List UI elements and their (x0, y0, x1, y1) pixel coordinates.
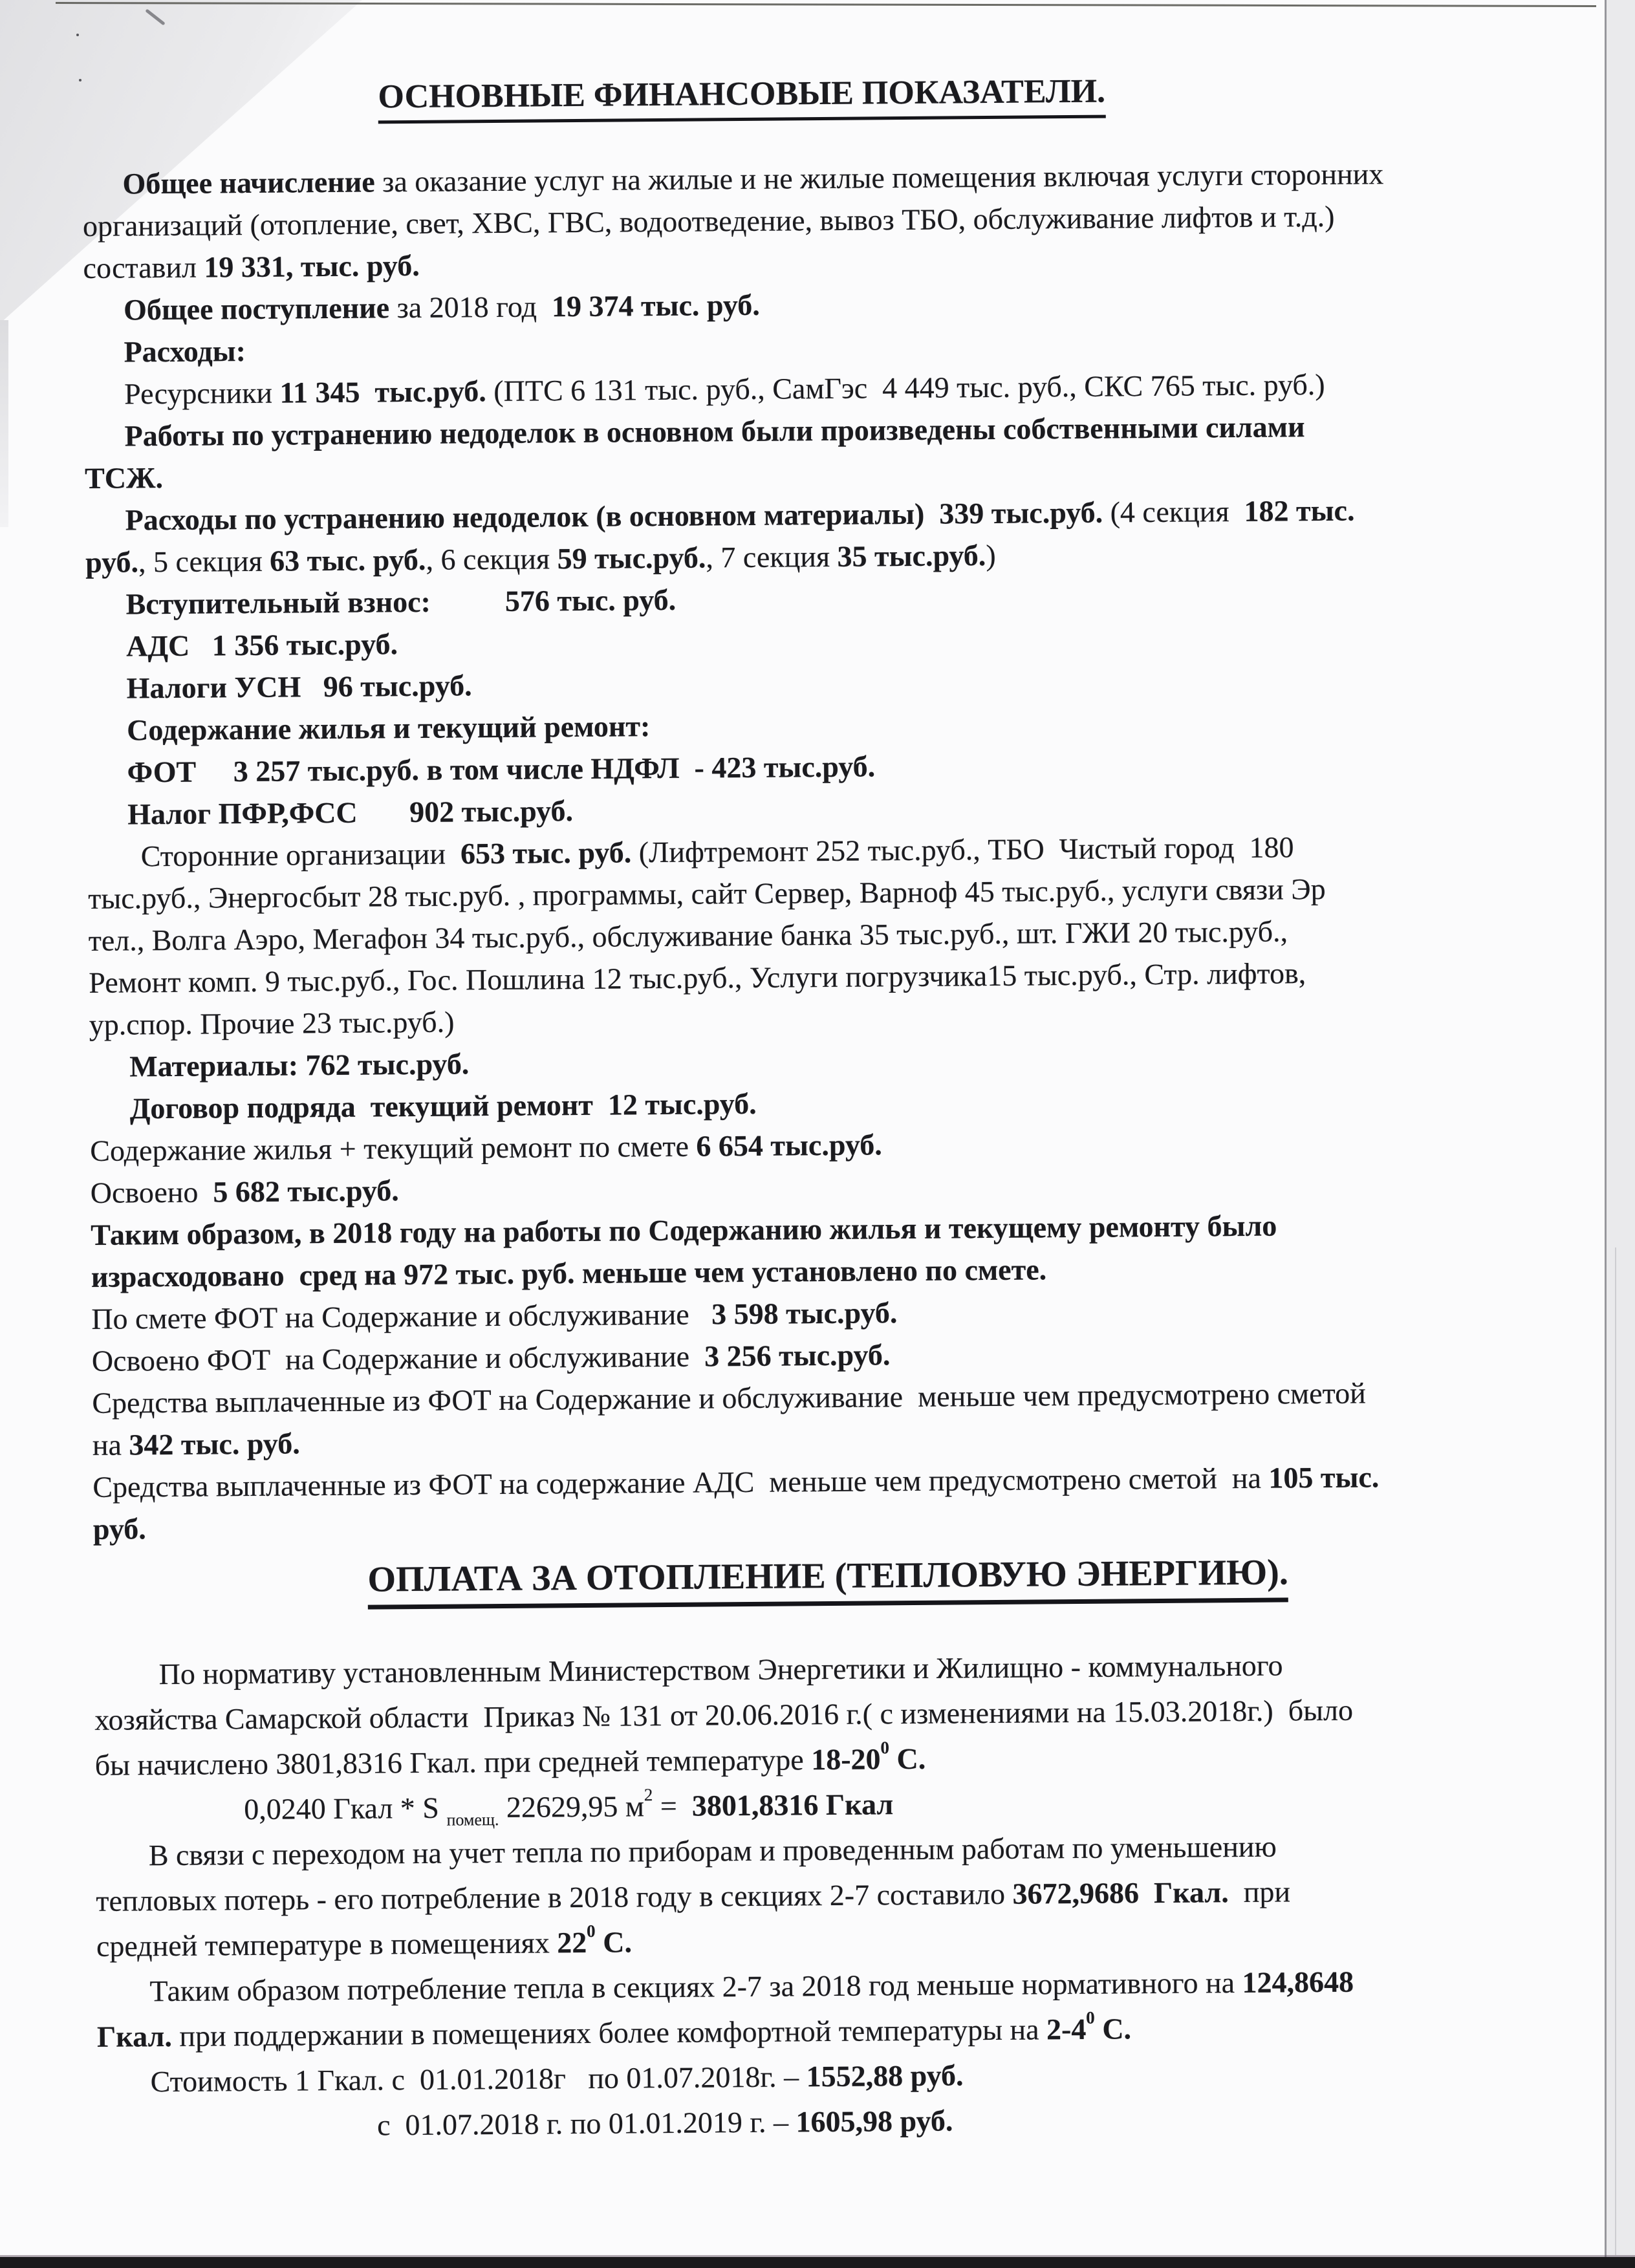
text-run: 19 374 тыс. руб. (551, 288, 760, 323)
text-run: руб. (85, 545, 139, 579)
text-run: тепловых потерь - его потребление в 2018 году в секциях 2-7 составило (96, 1877, 1013, 1917)
text-run: при поддержании в помещениях более комфортной температуры на (171, 2013, 1047, 2053)
text-run: Расходы: (124, 334, 246, 369)
text-run: израсходовано сред на 972 тыс. руб. меньше чем установлено по смете. (91, 1253, 1047, 1293)
text-run: , 6 секция (426, 542, 558, 576)
paragraph (84, 404, 1514, 499)
text-run: По нормативу установленным Министерством Энергетики и Жилищно - коммунального (158, 1648, 1283, 1691)
paragraph (94, 1641, 1524, 1788)
paragraph (82, 152, 1512, 289)
text-run: По смете ФОТ на Содержание и обслуживание (91, 1297, 712, 1335)
text-run: за 2018 год (389, 290, 552, 325)
text-run: на (92, 1428, 129, 1462)
text-run: Средства выплаченные из ФОТ на Содержание и обслуживание меньше чем предусмотрено сметой (92, 1376, 1366, 1420)
text-run: хозяйства Самарской области Приказ № 131 от 20.06.2016 г.( с изменениями на 15.03.2018г.) было (94, 1693, 1354, 1736)
text-run: Таким образом, в 2018 году на работы по Содержанию жилья и текущему ремонту было (91, 1209, 1277, 1251)
text-run: 576 тыс. руб. (504, 583, 677, 618)
text-run: С. (595, 1925, 633, 1959)
text-run: Содержание жилья и текущий ремонт: (126, 709, 651, 747)
text-run: 3672,9686 Гкал. (1012, 1875, 1229, 1910)
text-run: 35 тыс.руб. (837, 539, 986, 573)
heading-text: ОСНОВНЫЕ ФИНАНСОВЫЕ ПОКАЗАТЕЛИ. (378, 73, 1105, 124)
text-run: 0 (586, 1921, 596, 1941)
text-run: 5 682 тыс.руб. (213, 1174, 399, 1209)
text-run: 18-20 (811, 1742, 881, 1777)
text-run: Таким образом потребление тепла в секциях 2-7 за 2018 год меньше нормативного на (149, 1965, 1242, 2008)
text-run: 19 331, тыс. руб. (204, 248, 420, 284)
text-run: 105 тыс. (1268, 1460, 1380, 1495)
paragraph (96, 1822, 1526, 1969)
text-run: Сторонние организации (140, 837, 461, 873)
text-run: составил (83, 250, 204, 285)
text-run: Ремонт комп. 9 тыс.руб., Гос. Пошлина 12 тыс.руб., Услуги погрузчика15 тыс.руб., Стр. лифтов, (89, 956, 1306, 999)
text-run: 0 (1086, 2007, 1095, 2027)
text-run: с 01.07.2018 г. по 01.01.2019 г. – (376, 2105, 796, 2142)
paragraph (96, 1958, 1526, 2060)
scan-speck (76, 34, 79, 36)
text-run: Средства выплаченные из ФОТ на содержание АДС меньше чем предусмотрено сметой на (92, 1461, 1269, 1504)
text-run: Расходы по устранению недоделок (в основном материалы) 339 тыс.руб. (125, 495, 1103, 537)
text-run: Вступительный взнос: (125, 585, 431, 621)
text-run: 3 256 тыс.руб. (704, 1338, 891, 1373)
text-run: ФОТ 3 257 тыс.руб. в том числе НДФЛ - 423 тыс.руб. (127, 750, 876, 789)
heading-text: ОПЛАТА ЗА ОТОПЛЕНИЕ (ТЕПЛОВУЮ ЭНЕРГИЮ). (367, 1552, 1288, 1609)
text-run: 653 тыс. руб. (460, 836, 632, 870)
section-body-finance (82, 152, 1522, 1550)
section-heading-heating (93, 1548, 1522, 1604)
text-run: Освоено (90, 1175, 213, 1209)
paragraph (92, 1371, 1522, 1466)
left-scan-edge (0, 320, 8, 527)
text-run: 3 598 тыс.руб. (711, 1296, 898, 1331)
text-run: (Лифтремонт 252 тыс.руб., ТБО Чистый город 180 (631, 830, 1294, 869)
right-page-edge (1615, 1247, 1616, 2255)
text-run: Содержание жилья + текущий ремонт по смете (90, 1129, 697, 1167)
text-run: организаций (отопление, свет, ХВС, ГВС, водоотведение, вывоз ТБО, обслуживание лифтов и т.д.) (82, 199, 1335, 243)
text-run: средней температуре в помещениях (96, 1926, 558, 1963)
text-run: Стоимость 1 Гкал. с 01.01.2018г по 01.07.2018г. – (150, 2060, 807, 2099)
text-run: Освоено ФОТ на Содержание и обслуживание (91, 1339, 705, 1377)
bottom-scan-band (0, 2257, 1635, 2268)
text-run: (ПТС 6 131 тыс. руб., СамГэс 4 449 тыс. руб., СКС 765 тыс. руб.) (486, 367, 1325, 408)
text-run: тел., Волга Аэро, Мегафон 34 тыс.руб., обслуживание банка 35 тыс.руб., шт. ГЖИ 20 тыс.руб., (88, 914, 1288, 957)
text-run: Договор подряда текущий ремонт 12 тыс.руб. (129, 1086, 757, 1125)
text-run: = (653, 1789, 693, 1823)
text-run: , 7 секция (706, 539, 838, 574)
text-run: 22629,95 м (499, 1789, 645, 1824)
text-run: АДС 1 356 тыс.руб. (125, 627, 398, 663)
section-heading-finance (81, 68, 1511, 120)
text-run: 124,8648 (1242, 1965, 1354, 1999)
text-run: Работы по устранению недоделок в основном были произведены собственными силами (124, 410, 1305, 453)
text-run: 1552,88 руб. (806, 2058, 964, 2093)
text-run: С. (1094, 2012, 1132, 2046)
document-content (81, 46, 1527, 2150)
text-run: С. (889, 1742, 926, 1776)
text-run: В связи с переходом на учет тепла по приборам и проведенным работам по уменьшению (148, 1830, 1277, 1872)
text-run: 2-4 (1046, 2012, 1087, 2046)
text-run: 22 (557, 1925, 587, 1960)
text-run: при (1228, 1875, 1291, 1909)
paragraph (91, 1203, 1521, 1298)
text-run: (4 секция (1102, 494, 1244, 529)
text-run: Гкал. (96, 2019, 173, 2053)
paragraph (85, 488, 1515, 583)
text-run: 0,0240 Гкал * S (244, 1791, 447, 1826)
text-run: 0 (880, 1738, 890, 1758)
text-run: помещ. (446, 1810, 499, 1830)
text-run: 63 тыс. руб. (269, 543, 426, 578)
paragraph (92, 1455, 1522, 1550)
text-run: Материалы: 762 тыс.руб. (129, 1047, 470, 1083)
text-run: Ресурсники (124, 376, 280, 411)
text-run: 1605,98 руб. (796, 2104, 953, 2139)
text-run: ур.спор. Прочие 23 тыс.руб.) (89, 1005, 455, 1041)
text-run: , 5 секция (138, 544, 270, 579)
text-run: ) (986, 538, 996, 572)
text-run: 59 тыс.руб. (557, 541, 706, 576)
text-run: 11 345 тыс.руб. (279, 374, 487, 409)
text-run: Налог ПФР,ФСС 902 тыс.руб. (127, 794, 574, 831)
text-run: 2 (644, 1785, 653, 1805)
text-run: Общее поступление (123, 291, 390, 327)
text-run: 342 тыс. руб. (129, 1427, 300, 1462)
text-run: за оказание услуг на жилые и не жилые помещения включая услуги сторонних (374, 157, 1384, 199)
text-run: бы начислено 3801,8316 Гкал. при средней температуре (94, 1743, 812, 1782)
paragraph (87, 825, 1518, 1046)
text-run: ТСЖ. (84, 461, 164, 495)
text-run: 3801,8316 Гкал (691, 1787, 894, 1822)
section-body-heating (94, 1641, 1527, 2150)
text-run: 6 654 тыс.руб. (696, 1128, 882, 1163)
text-run: 182 тыс. (1244, 493, 1355, 528)
text-run: тыс.руб., Энергосбыт 28 тыс.руб. , программы, сайт Сервер, Варноф 45 тыс.руб., услуги связи Эр (88, 872, 1326, 915)
text-run (431, 585, 505, 618)
text-run: руб. (92, 1512, 146, 1546)
scanner-background-gutter (1605, 0, 1635, 2268)
text-run: Налоги УСН 96 тыс.руб. (126, 669, 472, 705)
text-run: Общее начисление (122, 165, 375, 200)
